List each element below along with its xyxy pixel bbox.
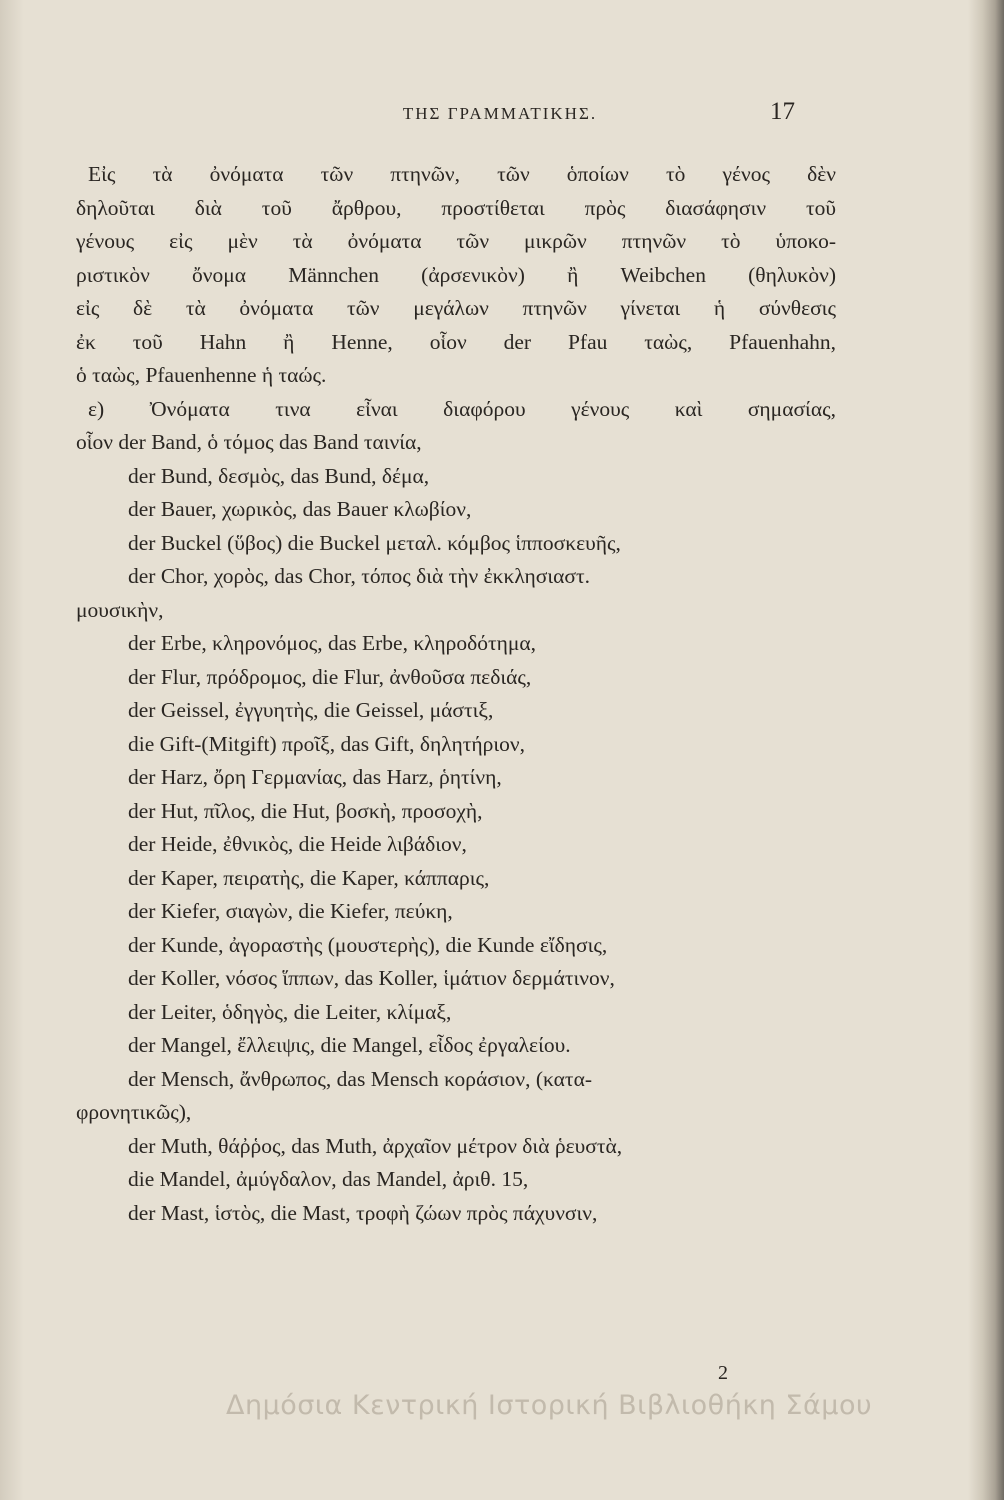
text-line: die Gift-(Mitgift) προῖξ, das Gift, δηλητήριον, — [128, 731, 526, 756]
text-line: der Kunde, ἀγοραστὴς (μουστερὴς), die Kunde εἴδησις, — [128, 932, 608, 957]
text-line: ε) Ὀνόματα τινα εἶναι διαφόρου γένους καὶ σημασίας, — [88, 396, 836, 421]
text-line: ριστικὸν ὄνομα Männchen (ἀρσενικὸν) ἢ Weibchen (θηλυκὸν) — [76, 262, 836, 287]
text-line: δηλοῦται διὰ τοῦ ἄρθρου, προστίθεται πρὸς διασάφησιν τοῦ — [76, 195, 836, 220]
text-line: der Bauer, χωρικὸς, das Bauer κλωβίον, — [128, 497, 472, 521]
text-line: die Mandel, ἀμύγδαλον, das Mandel, ἀριθ. 15, — [128, 1167, 529, 1191]
library-watermark: Δημόσια Κεντρική Ιστορική Βιβλιοθήκη Σάμου — [226, 1390, 873, 1421]
text-line: ὁ ταὼς, Pfauenhenne ἡ ταώς. — [76, 363, 327, 387]
text-line: der Mangel, ἔλλειψις, die Mangel, εἶδος ἐργαλείου. — [128, 1033, 571, 1057]
text-line: ἐκ τοῦ Hahn ἢ Henne, οἷον der Pfau ταὼς, Pfauenhahn, — [76, 329, 836, 354]
text-line: der Geissel, ἐγγυητὴς, die Geissel, μάστιξ, — [128, 698, 494, 722]
text-line: εἰς δὲ τὰ ὀνόματα τῶν μεγάλων πτηνῶν γίνεται ἡ σύνθεσις — [76, 296, 836, 320]
page-left-edge — [0, 0, 24, 1500]
text-line: μουσικὴν, — [76, 597, 164, 622]
text-line: der Koller, νόσος ἵππων, das Koller, ἱμάτιον δερμάτινον, — [128, 966, 615, 990]
text-line: οἷον der Band, ὁ τόμος das Band ταινία, — [76, 430, 422, 454]
text-line: der Harz, ὄρη Γερμανίας, das Harz, ῥητίνη, — [128, 765, 502, 789]
text-line: γένους εἰς μὲν τὰ ὀνόματα τῶν μικρῶν πτηνῶν τὸ ὑποκο- — [76, 229, 836, 253]
text-line: der Kaper, πειρατὴς, die Kaper, κάππαρις, — [128, 865, 490, 890]
text-line: der Buckel (ὕβος) die Buckel μεταλ. κόμβος ἱπποσκευῆς, — [128, 530, 621, 555]
page-binding-shadow — [968, 0, 1004, 1500]
text-line: der Mast, ἱστὸς, die Mast, τροφὴ ζώων πρὸς πάχυνσιν, — [128, 1200, 598, 1225]
text-line: der Erbe, κληρονόμος, das Erbe, κληροδότημα, — [128, 631, 537, 655]
catchword: 2 — [718, 1362, 728, 1384]
page-number: 17 — [770, 98, 795, 125]
text-line: der Kiefer, σιαγὼν, die Kiefer, πεύκη, — [128, 899, 453, 923]
body-text — [76, 158, 836, 1230]
text-line: der Chor, χορὸς, das Chor, τόπος διὰ τὴν ἐκκλησιαστ. — [128, 564, 591, 588]
running-header: ΤΗΣ ΓΡΑΜΜΑΤΙΚΗΣ. — [402, 104, 598, 123]
text-line: der Bund, δεσμὸς, das Bund, δέμα, — [128, 463, 430, 488]
text-line: der Hut, πῖλος, die Hut, βοσκὴ, προσοχὴ, — [128, 798, 483, 823]
text-line: der Flur, πρόδρομος, die Flur, ἀνθοῦσα πεδιάς, — [128, 664, 532, 689]
text-line: der Mensch, ἄνθρωπος, das Mensch κοράσιον, (κατα- — [128, 1066, 592, 1091]
text-line: der Heide, ἐθνικὸς, die Heide λιβάδιον, — [128, 832, 467, 856]
text-line: der Leiter, ὁδηγὸς, die Leiter, κλίμαξ, — [128, 999, 452, 1024]
text-line: Εἰς τὰ ὀνόματα τῶν πτηνῶν, τῶν ὁποίων τὸ γένος δὲν — [88, 162, 836, 186]
text-line: φρονητικῶς), — [76, 1100, 192, 1124]
text-line: der Muth, θάῤῥος, das Muth, ἀρχαῖον μέτρον διὰ ῥευστὰ, — [128, 1133, 623, 1158]
